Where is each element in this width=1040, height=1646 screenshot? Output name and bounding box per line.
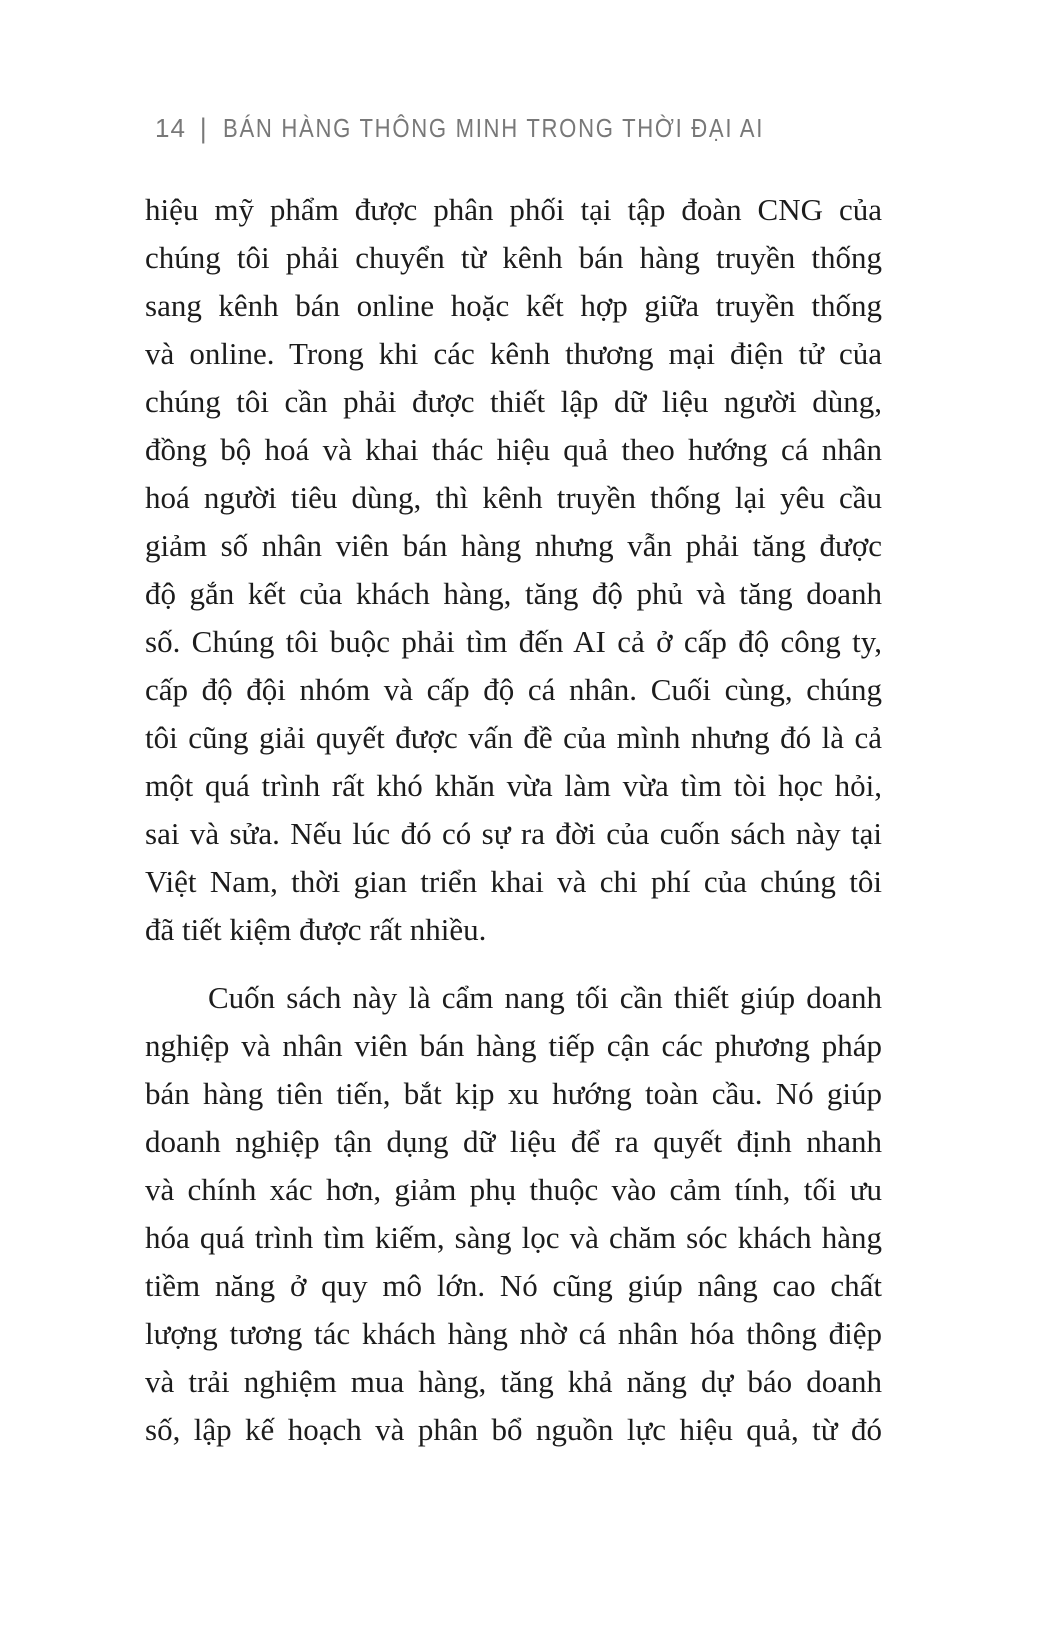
page-header	[155, 112, 859, 144]
text-line: độ gắn kết của khách hàng, tăng độ phủ và tăng doanh	[145, 576, 882, 611]
text-line: cấp độ đội nhóm và cấp độ cá nhân. Cuối cùng, chúng	[145, 672, 882, 707]
text-line: sai và sửa. Nếu lúc đó có sự ra đời của cuốn sách này tại	[145, 816, 882, 851]
text-line: tôi cũng giải quyết được vấn đề của mình nhưng đó là cả	[145, 720, 882, 755]
text-line: hoá người tiêu dùng, thì kênh truyền thống lại yêu cầu	[145, 480, 882, 515]
paragraph	[145, 974, 882, 1454]
text-line: hiệu mỹ phẩm được phân phối tại tập đoàn CNG của	[145, 192, 882, 227]
text-line: số. Chúng tôi buộc phải tìm đến AI cả ở cấp độ công ty,	[145, 624, 882, 659]
text-line: lượng tương tác khách hàng nhờ cá nhân hóa thông điệp	[145, 1316, 882, 1351]
text-line: một quá trình rất khó khăn vừa làm vừa tìm tòi học hỏi,	[145, 768, 882, 803]
text-line: hóa quá trình tìm kiếm, sàng lọc và chăm sóc khách hàng	[145, 1220, 882, 1255]
text-line: và chính xác hơn, giảm phụ thuộc vào cảm tính, tối ưu	[145, 1172, 882, 1207]
text-line: tiềm năng ở quy mô lớn. Nó cũng giúp nâng cao chất	[145, 1268, 882, 1303]
text-line: Việt Nam, thời gian triển khai và chi phí của chúng tôi	[145, 864, 882, 899]
text-line: chúng tôi phải chuyển từ kênh bán hàng truyền thống	[145, 240, 882, 275]
text-line: doanh nghiệp tận dụng dữ liệu để ra quyết định nhanh	[145, 1124, 882, 1159]
text-line: bán hàng tiên tiến, bắt kịp xu hướng toàn cầu. Nó giúp	[145, 1076, 882, 1111]
text-line: sang kênh bán online hoặc kết hợp giữa truyền thống	[145, 288, 882, 323]
text-line: chúng tôi cần phải được thiết lập dữ liệu người dùng,	[145, 384, 882, 419]
text-line: và trải nghiệm mua hàng, tăng khả năng dự báo doanh	[145, 1364, 882, 1399]
text-line: số, lập kế hoạch và phân bổ nguồn lực hiệu quả, từ đó	[145, 1412, 882, 1447]
page-number: 14	[155, 113, 186, 143]
text-line: đã tiết kiệm được rất nhiều.	[145, 912, 487, 947]
header-separator: |	[199, 112, 207, 144]
text-line: giảm số nhân viên bán hàng nhưng vẫn phải tăng được	[145, 528, 882, 563]
text-line: đồng bộ hoá và khai thác hiệu quả theo hướng cá nhân	[145, 432, 882, 467]
text-line: Cuốn sách này là cẩm nang tối cần thiết giúp doanh	[208, 980, 882, 1015]
running-title: BÁN HÀNG THÔNG MINH TRONG THỜI ĐẠI AI	[222, 113, 764, 143]
paragraph	[145, 186, 882, 954]
text-line: và online. Trong khi các kênh thương mại điện tử của	[145, 336, 882, 371]
text-line: nghiệp và nhân viên bán hàng tiếp cận các phương pháp	[145, 1028, 882, 1063]
page-body	[145, 186, 882, 1454]
